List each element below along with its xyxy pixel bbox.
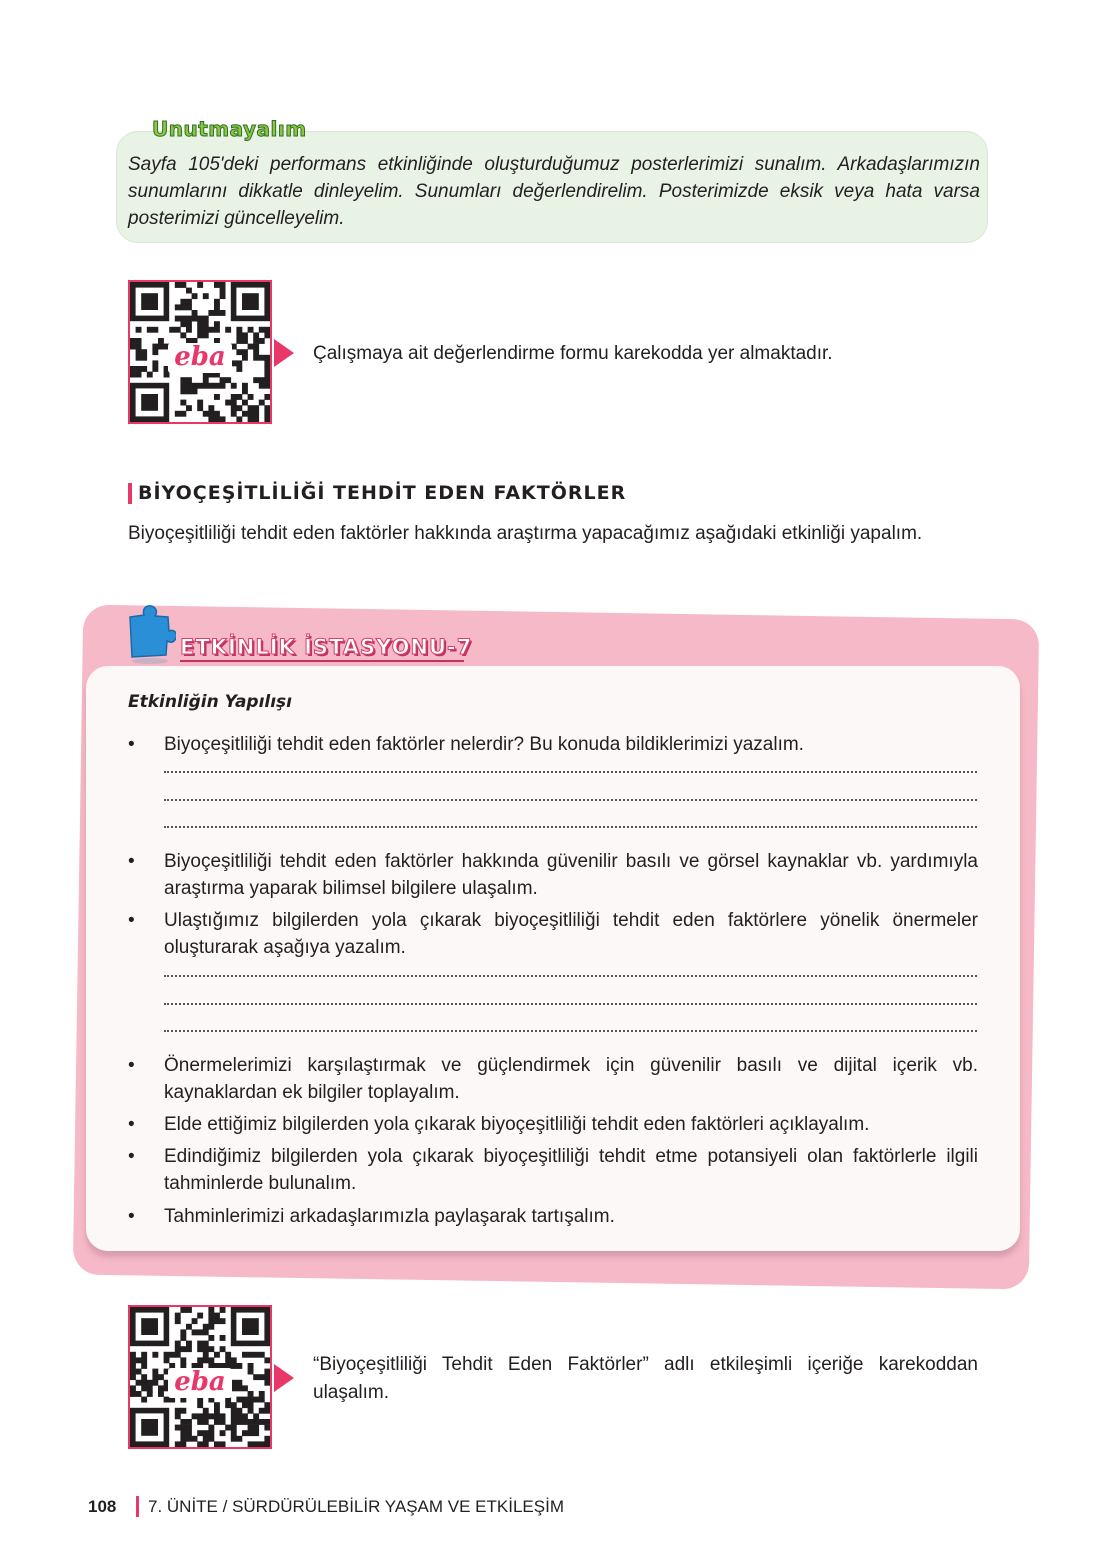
list-item [128, 848, 978, 902]
section-marker [128, 483, 132, 504]
qr2-caption: “Biyoçeşitliliği Tehdit Eden Faktörler” adlı etkileşimli içeriğe karekoddan ulaşalım. [313, 1354, 978, 1403]
section-title: BİYOÇEŞİTLİLİĞİ TEHDİT EDEN FAKTÖRLER [138, 482, 627, 504]
list-item-text: Biyoçeşitliliği tehdit eden faktörler hakkında güvenilir basılı ve görsel kaynaklar vb. yardımıyla araştırma yaparak bilimsel bilgilere ulaşalım. [164, 851, 978, 899]
answer-line[interactable] [164, 799, 977, 801]
list-item [128, 1203, 978, 1230]
list-item-text: Elde ettiğimiz bilgilerden yola çıkarak biyoçeşitliliği tehdit eden faktörleri açıklayalım. [164, 1114, 870, 1135]
list-item-text: Tahminlerimizi arkadaşlarımızla paylaşarak tartışalım. [164, 1206, 615, 1227]
bullet: • [128, 1206, 135, 1227]
bullet: • [128, 1055, 135, 1076]
list-item [128, 907, 978, 961]
activity-subtitle: Etkinliğin Yapılışı [128, 692, 293, 712]
answer-line[interactable] [164, 1003, 977, 1005]
eba-logo [168, 1368, 232, 1398]
list-item-text: Ulaştığımız bilgilerden yola çıkarak biyoçeşitliliği tehdit eden faktörlere yönelik önermeler oluşturarak aşağıya yazalım. [164, 910, 978, 958]
answer-line[interactable] [164, 1030, 977, 1032]
list-item-text: Edindiğimiz bilgilerden yola çıkarak biyoçeşitliliği tehdit etme potansiyeli olan faktörlerle ilgili tahminlerde bulunalım. [164, 1146, 978, 1194]
eba-logo-text: eba [174, 1367, 226, 1397]
list-item [128, 1143, 978, 1197]
footer-divider [136, 1496, 139, 1517]
puzzle-piece-icon [124, 603, 176, 670]
eba-logo-text: eba [174, 342, 226, 372]
list-item [128, 731, 978, 758]
answer-line[interactable] [164, 826, 977, 828]
reminder-title: Unutmayalım [152, 117, 307, 141]
bullet: • [128, 1146, 135, 1167]
unit-title: 7. ÜNİTE / SÜRDÜRÜLEBİLİR YAŞAM VE ETKİLEŞİM [148, 1497, 564, 1516]
answer-line[interactable] [164, 771, 977, 773]
list-item [128, 1052, 978, 1106]
activity-title: ETKİNLİK İSTASYONU-7 [180, 635, 473, 659]
bullet: • [128, 1114, 135, 1135]
list-item-text: Önermelerimizi karşılaştırmak ve güçlendirmek için güvenilir basılı ve dijital içerik vb. kaynaklardan ek bilgiler toplayalım. [164, 1055, 978, 1103]
reminder-text: Sayfa 105'deki performans etkinliğinde oluşturduğumuz posterlerimizi sunalım. Arkadaşlarımızın sunumlarını dikkatle dinleyelim. Sunumları değerlendirelim. Posterimizde eksik veya hata varsa posterimizi güncelleyelim. [128, 154, 980, 229]
list-item-text: Biyoçeşitliliği tehdit eden faktörler nelerdir? Bu konuda bildiklerimizi yazalım. [164, 734, 804, 755]
answer-line[interactable] [164, 975, 977, 977]
qr-pointer-icon [274, 1364, 294, 1392]
bullet: • [128, 910, 135, 931]
section-intro: Biyoçeşitliliği tehdit eden faktörler hakkında araştırma yapacağımız aşağıdaki etkinliği yapalım. [128, 523, 923, 544]
list-item [128, 1111, 978, 1138]
page-number: 108 [88, 1497, 117, 1516]
activity-title-underline [180, 660, 464, 662]
qr-pointer-icon [274, 339, 294, 367]
qr1-caption: Çalışmaya ait değerlendirme formu karekodda yer almaktadır. [313, 343, 833, 364]
bullet: • [128, 734, 135, 755]
eba-logo [168, 343, 232, 373]
bullet: • [128, 851, 135, 872]
